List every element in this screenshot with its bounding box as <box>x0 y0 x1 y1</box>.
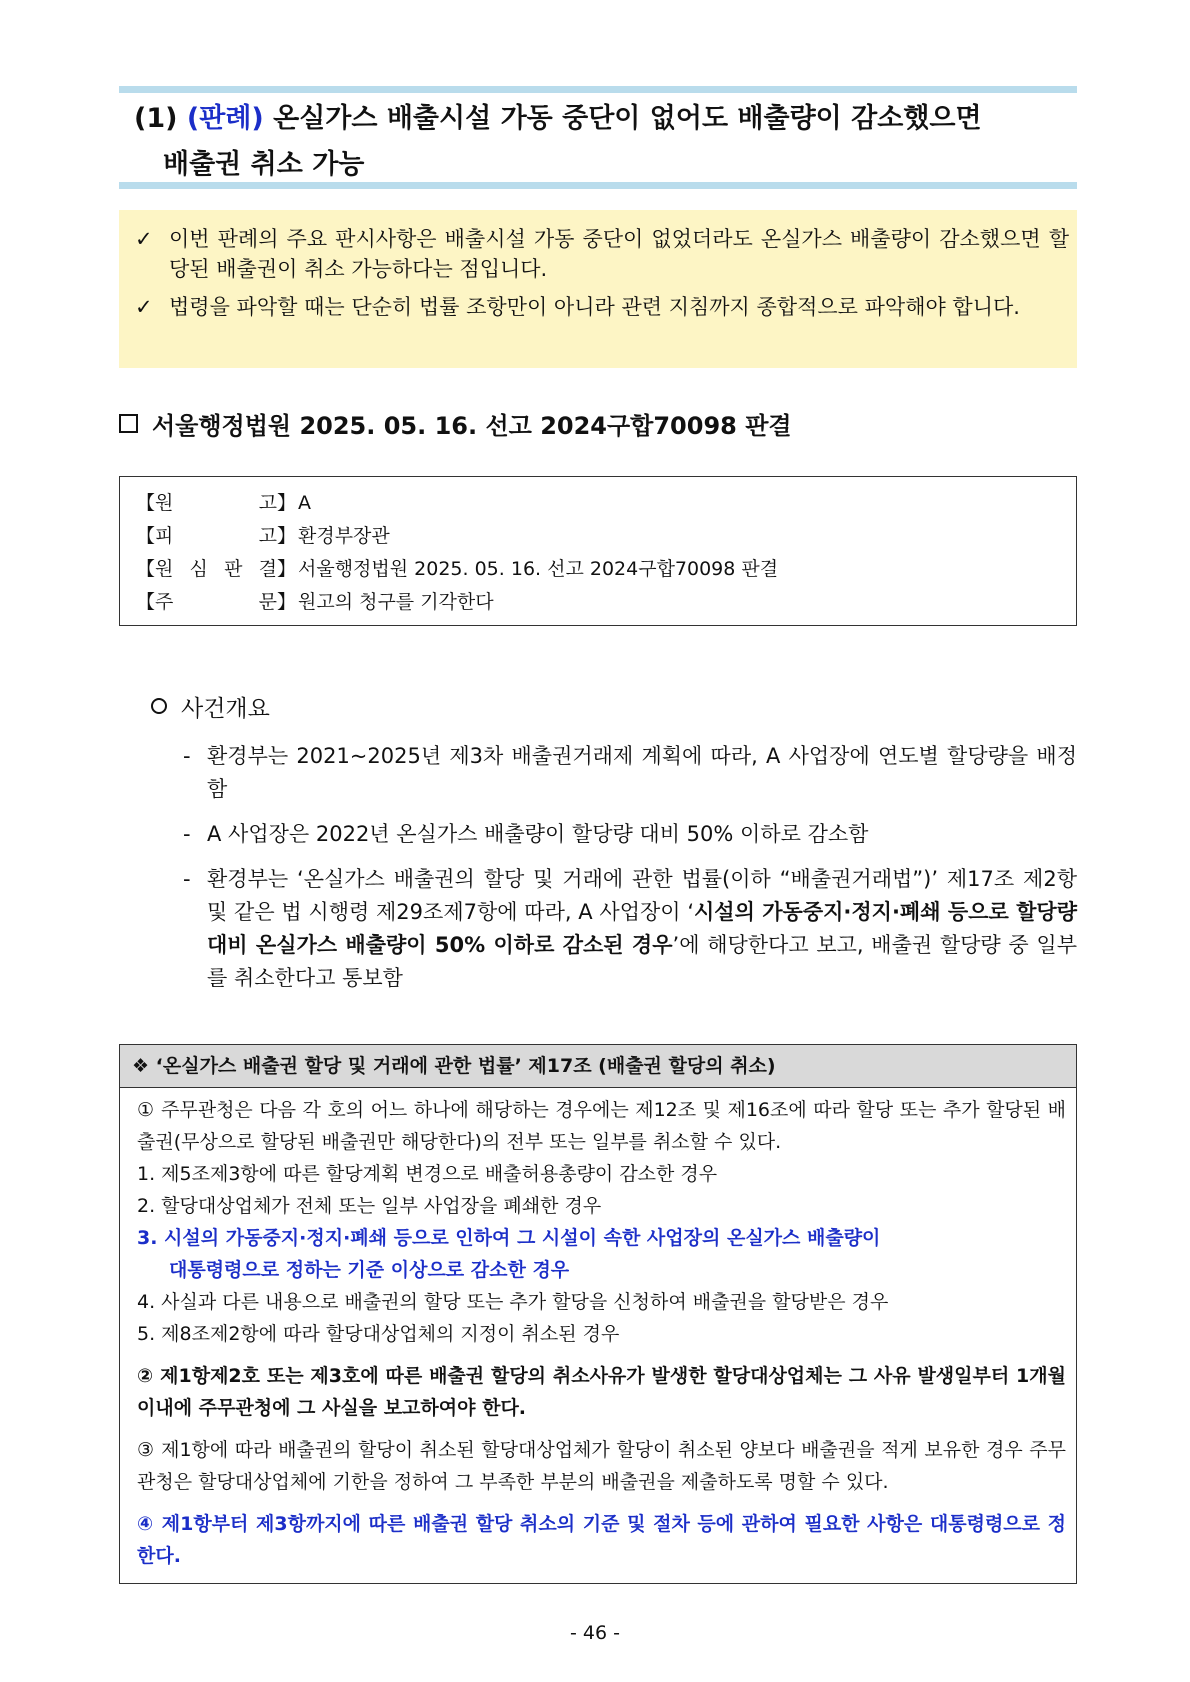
overview-heading <box>151 690 270 723</box>
emphasis-text: 시설의 가동중지·정지·폐쇄 등으로 할당량 대비 온실가스 배출량이 50% 이하로 감소된 경우 <box>207 900 1077 957</box>
heading-line1: 온실가스 배출시설 가동 중단이 없어도 배출량이 감소했으면 <box>273 103 982 134</box>
check-icon: ✓ <box>135 227 153 251</box>
list-item: - A 사업장은 2022년 온실가스 배출량이 할당량 대비 50% 이하로 감소함 <box>183 818 1077 851</box>
dash-bullet: - <box>183 822 191 846</box>
law-box <box>119 1044 1077 1584</box>
law-paragraph-1: ① 주무관청은 다음 각 호의 어느 하나에 해당하는 경우에는 제12조 및 제16조에 따라 할당 또는 추가 할당된 배출권(무상으로 할당된 배출권만 해당한다)의 전부 또는 일부를 취소할 수 있다. <box>137 1099 1066 1153</box>
dash-bullet: - <box>183 744 191 768</box>
dash-bullet: - <box>183 867 191 891</box>
case-info-row <box>136 487 1076 520</box>
list-item: - 환경부는 ‘온실가스 배출권의 할당 및 거래에 관한 법률(이하 “배출권거래법”)’ 제17조 제2항 및 같은 법 시행령 제29조제7항에 따라, A 사업장이 ‘시설의 가동중지·정지·폐쇄 등으로 할당량 대비 온실가스 배출량이 50% 이하로 감소된 경우’에 해당한다고 보고, 배출권 할당량 중 일부를 취소한다고 통보함 <box>183 863 1077 995</box>
case-info-value: 원고의 청구를 기각한다 <box>298 591 494 613</box>
section-heading <box>134 96 1074 188</box>
law-body <box>120 1088 1076 1572</box>
law-item-1: 1. 제5조제3항에 따른 할당계획 변경으로 배출허용총량이 감소한 경우 <box>137 1163 718 1185</box>
law-header: ❖ ‘온실가스 배출권 할당 및 거래에 관한 법률’ 제17조 (배출권 할당의 취소) <box>120 1045 1076 1088</box>
case-info-row <box>136 520 1076 553</box>
case-info-row <box>136 553 1076 586</box>
heading-bottom-bar <box>119 182 1077 189</box>
law-paragraph-2: ② 제1항제2호 또는 제3호에 따른 배출권 할당의 취소사유가 발생한 할당대상업체는 그 사유 발생일부터 1개월 이내에 주무관청에 그 사실을 보고하여야 한다. <box>137 1365 1066 1419</box>
case-info-value: A <box>298 492 311 514</box>
overview-list <box>183 740 1077 1007</box>
law-item-5: 5. 제8조제2항에 따라 할당대상업체의 지정이 취소된 경우 <box>137 1323 620 1345</box>
summary-box <box>119 210 1077 368</box>
case-info-label: 【피 고】 <box>136 525 296 547</box>
case-title <box>119 406 792 441</box>
heading-tag: (판례) <box>186 103 264 134</box>
case-info-label: 【원 심 판 결】 <box>136 558 296 580</box>
law-item-4: 4. 사실과 다른 내용으로 배출권의 할당 또는 추가 할당을 신청하여 배출권을 할당받은 경우 <box>137 1291 889 1313</box>
case-info-value: 환경부장관 <box>298 525 390 547</box>
summary-text: 이번 판례의 주요 판시사항은 배출시설 가동 중단이 없었더라도 온실가스 배출량이 감소했으면 할당된 배출권이 취소 가능하다는 점입니다. <box>169 227 1069 281</box>
overview-title: 사건개요 <box>181 696 270 722</box>
case-info-label: 【주 문】 <box>136 591 296 613</box>
law-paragraph-3: ③ 제1항에 따라 배출권의 할당이 취소된 할당대상업체가 할당이 취소된 양보다 배출권을 적게 보유한 경우 주무관청은 할당대상업체에 기한을 정하여 그 부족한 부분의 배출권을 제출하도록 명할 수 있다. <box>137 1439 1066 1493</box>
list-item: - 환경부는 2021~2025년 제3차 배출권거래제 계획에 따라, A 사업장에 연도별 할당량을 배정함 <box>183 740 1077 806</box>
heading-line2: 배출권 취소 가능 <box>163 149 365 180</box>
circle-bullet-icon <box>151 698 167 714</box>
case-info-row <box>136 586 1076 619</box>
case-info-label: 【원 고】 <box>136 492 296 514</box>
law-paragraph-4: ④ 제1항부터 제3항까지에 따른 배출권 할당 취소의 기준 및 절차 등에 관하여 필요한 사항은 대통령령으로 정한다. <box>137 1513 1066 1567</box>
law-item-2: 2. 할당대상업체가 전체 또는 일부 사업장을 폐쇄한 경우 <box>137 1195 602 1217</box>
summary-item <box>135 224 1069 284</box>
heading-top-bar <box>119 86 1077 93</box>
square-bullet-icon <box>119 414 138 433</box>
case-info-box <box>119 476 1077 626</box>
check-icon: ✓ <box>135 295 153 319</box>
case-info-value: 서울행정법원 2025. 05. 16. 선고 2024구합70098 판결 <box>298 558 779 580</box>
page-number: - 46 - <box>570 1622 620 1644</box>
summary-item <box>135 292 1069 322</box>
law-item-3: 3. 시설의 가동중지·정지·폐쇄 등으로 인하여 그 시설이 속한 사업장의 온실가스 배출량이 <box>137 1227 881 1249</box>
heading-number: (1) <box>134 103 178 134</box>
case-title-text: 서울행정법원 2025. 05. 16. 선고 2024구합70098 판결 <box>152 412 792 440</box>
law-item-3-cont: 대통령령으로 정하는 기준 이상으로 감소한 경우 <box>169 1259 570 1281</box>
summary-text: 법령을 파악할 때는 단순히 법률 조항만이 아니라 관련 지침까지 종합적으로 파악해야 합니다. <box>169 295 1020 319</box>
